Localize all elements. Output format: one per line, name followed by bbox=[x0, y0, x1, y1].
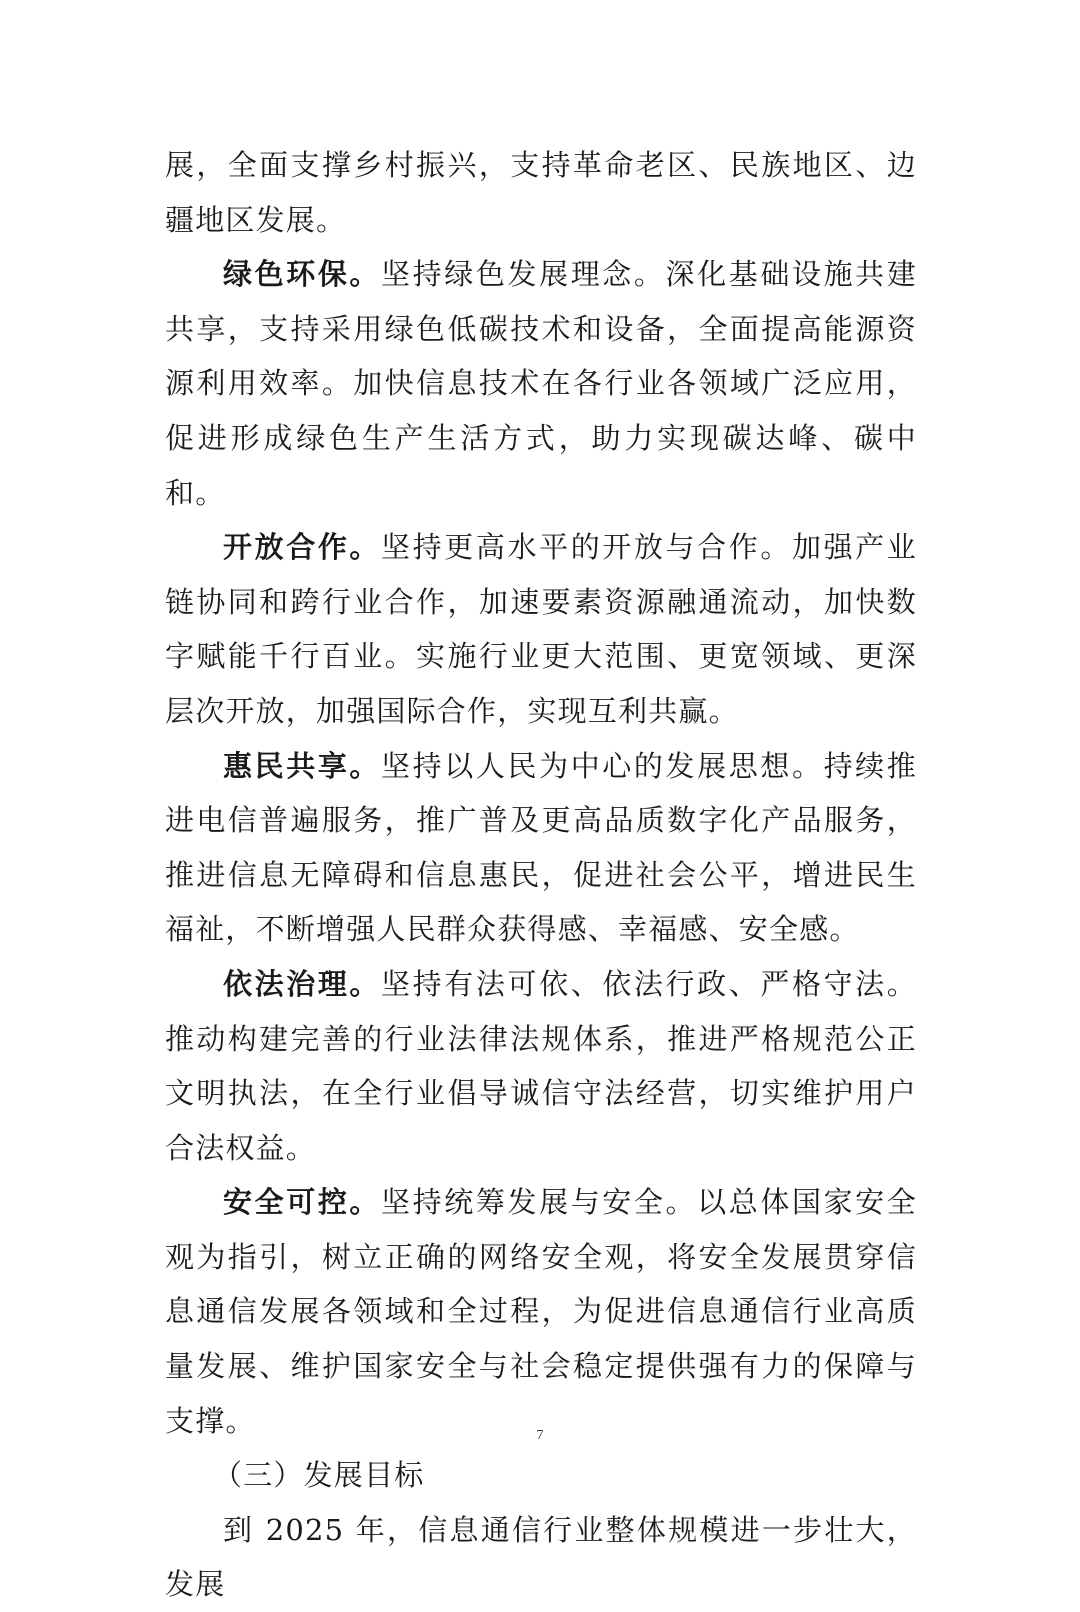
paragraph-text: 到 2025 年，信息通信行业整体规模进一步壮大，发展 bbox=[165, 1512, 917, 1602]
paragraph-people-sharing bbox=[165, 739, 917, 957]
paragraph-goals bbox=[165, 1503, 917, 1612]
section-subheading: （三）发展目标 bbox=[213, 1458, 425, 1493]
paragraph-text: 坚持以人民为中心的发展思想。持续推进电信普遍服务，推广普及更高品质数字化产品服务，推进信息无障碍和信息惠民，促进社会公平，增进民生福祉，不断增强人民群众获得感、幸福感、安全感。 bbox=[165, 748, 917, 947]
paragraph-continuation bbox=[165, 138, 917, 247]
document-body bbox=[165, 138, 917, 1612]
paragraph-text: 坚持统筹发展与安全。以总体国家安全观为指引，树立正确的网络安全观，将安全发展贯穿信息通信发展各领域和全过程，为促进信息通信行业高质量发展、维护国家安全与社会稳定提供强有力的保障与支撑。 bbox=[165, 1185, 917, 1438]
paragraph-rule-of-law bbox=[165, 957, 917, 1175]
paragraph-security bbox=[165, 1175, 917, 1448]
paragraph-lead: 开放合作。 bbox=[223, 530, 382, 565]
paragraph-lead: 绿色环保。 bbox=[223, 257, 382, 292]
paragraph-text: 坚持更高水平的开放与合作。加强产业链协同和跨行业合作，加速要素资源融通流动，加快数字赋能千行百业。实施行业更大范围、更宽领域、更深层次开放，加强国际合作，实现互利共赢。 bbox=[165, 530, 917, 728]
paragraph-open-cooperation bbox=[165, 520, 917, 738]
paragraph-lead: 安全可控。 bbox=[223, 1185, 382, 1220]
page-number: 7 bbox=[536, 1428, 544, 1443]
paragraph-text: 坚持有法可依、依法行政、严格守法。推动构建完善的行业法律法规体系，推进严格规范公正文明执法，在全行业倡导诚信守法经营，切实维护用户合法权益。 bbox=[165, 966, 917, 1165]
paragraph-green bbox=[165, 247, 917, 520]
paragraph-text: 坚持绿色发展理念。深化基础设施共建共享，支持采用绿色低碳技术和设备，全面提高能源资源利用效率。加快信息技术在各行业各领域广泛应用，促进形成绿色生产生活方式，助力实现碳达峰、碳中和。 bbox=[165, 257, 917, 510]
paragraph-lead: 依法治理。 bbox=[223, 966, 382, 1001]
paragraph-text: 展，全面支撑乡村振兴，支持革命老区、民族地区、边疆地区发展。 bbox=[165, 148, 917, 237]
paragraph-lead: 惠民共享。 bbox=[223, 748, 382, 783]
